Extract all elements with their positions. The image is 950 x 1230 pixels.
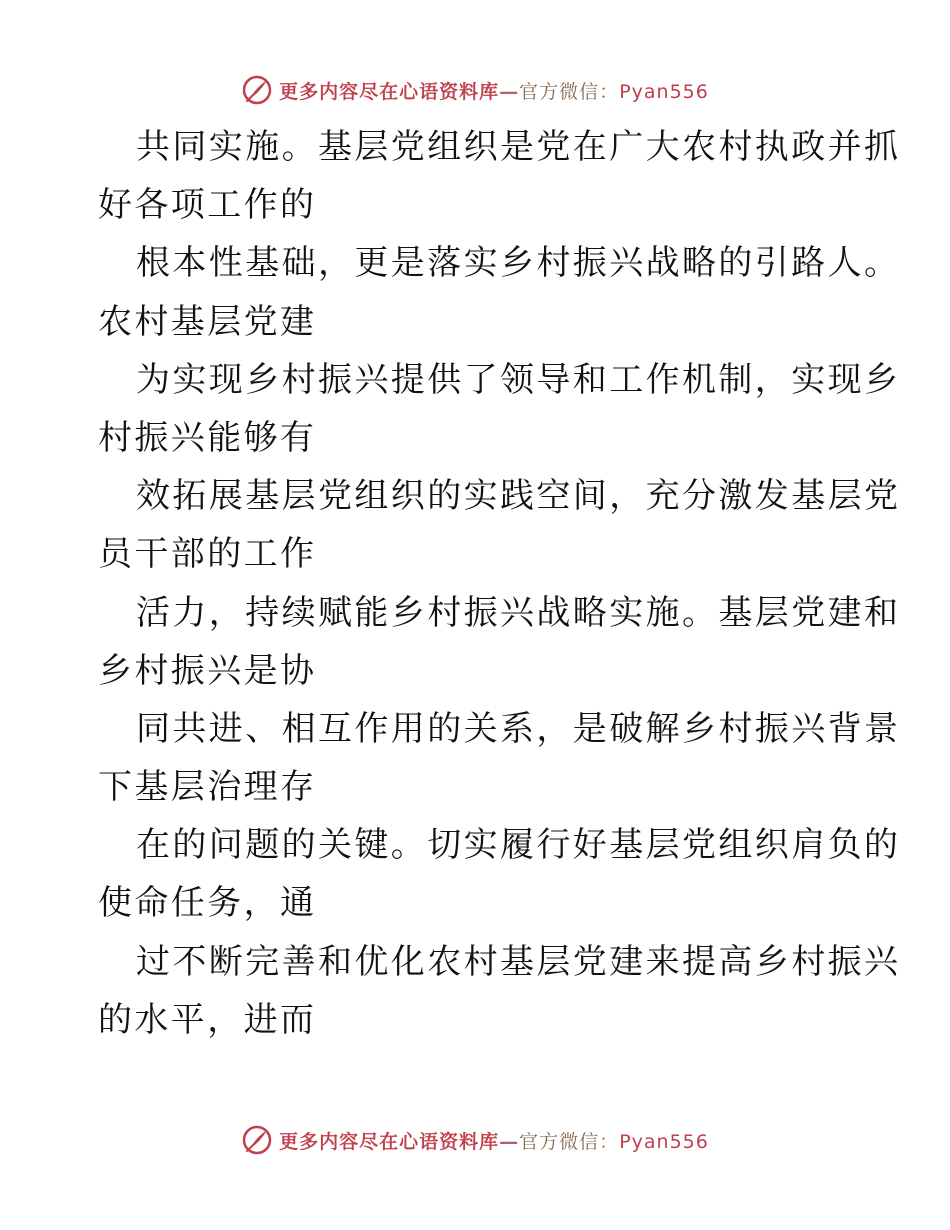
text-line: 过不断完善和优化农村基层党建来提高乡村振兴 (136, 941, 901, 982)
text-line: 农村基层党建 (98, 301, 317, 342)
text-line: 活力，持续赋能乡村振兴战略实施。基层党建和 (136, 592, 901, 633)
banner-main-text: 更多内容尽在心语资料库 (279, 80, 500, 103)
banner-wechat-id: Pyan556 (619, 80, 709, 103)
text-line: 根本性基础，更是落实乡村振兴战略的引路人。 (136, 243, 901, 284)
footer-banner (0, 1120, 950, 1160)
text-line: 的水平，进而 (98, 999, 317, 1040)
banner-dash: — (499, 80, 520, 103)
text-line: 乡村振兴是协 (98, 650, 317, 691)
banner-wechat-label: 官方微信： (519, 80, 620, 103)
banner-wechat-id: Pyan556 (619, 1130, 709, 1153)
text-line: 同共进、相互作用的关系，是破解乡村振兴背景 (136, 708, 901, 749)
text-line: 下基层治理存 (98, 767, 317, 808)
banner-dash: — (499, 1130, 520, 1153)
text-line: 在的问题的关键。切实履行好基层党组织肩负的 (136, 825, 901, 866)
feather-logo-icon (241, 74, 273, 106)
banner-main-text: 更多内容尽在心语资料库 (279, 1130, 500, 1153)
text-line: 共同实施。基层党组织是党在广大农村执政并抓 (136, 127, 901, 167)
text-line: 员干部的工作 (98, 534, 317, 575)
text-line: 为实现乡村振兴提供了领导和工作机制，实现乡 (136, 359, 901, 400)
text-line: 村振兴能够有 (98, 417, 317, 458)
header-banner (0, 70, 950, 110)
banner-text (279, 1127, 709, 1154)
banner-wechat-label: 官方微信： (519, 1130, 620, 1153)
text-line: 使命任务，通 (98, 883, 317, 924)
feather-logo-icon (241, 1124, 273, 1156)
document-body (98, 118, 901, 1049)
text-line: 好各项工作的 (98, 185, 317, 226)
text-line: 效拓展基层党组织的实践空间，充分激发基层党 (136, 476, 901, 517)
banner-text (279, 77, 709, 104)
